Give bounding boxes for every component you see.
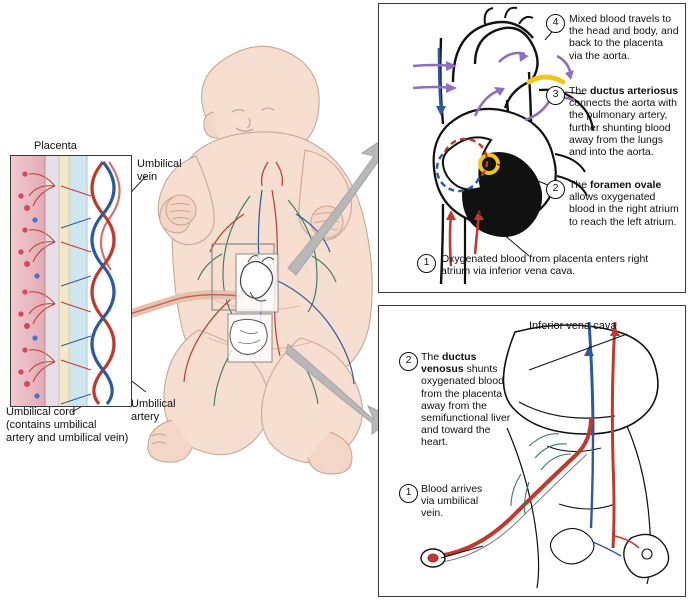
placenta-label: Placenta: [34, 140, 77, 152]
heart-callout-2-number: 2: [546, 180, 565, 199]
liver-callout-2-text: [421, 351, 513, 449]
callout-3-rest: connects the aorta with the pulmonary artery, further shunting blood away from the lungs and into the aorta.: [569, 97, 677, 159]
liver-callout-2-lead: The: [421, 351, 443, 363]
callout-2-lead: The: [569, 179, 591, 191]
umbilical-vein-label-line2: vein: [137, 171, 158, 183]
liver-callout-2-number: 2: [399, 352, 418, 371]
inferior-vena-cava-label: Inferior vena cava: [529, 320, 617, 332]
umbilical-artery-label-line2: artery: [131, 411, 160, 423]
placental-vessels: [11, 156, 131, 406]
umbilical-cord-label-line1: Umbilical cord: [6, 406, 76, 418]
umbilical-artery-label-line1: Umbilical: [131, 398, 176, 410]
heart-callout-4-text: Mixed blood travels to the head and body, and back to the placenta via the aorta.: [569, 13, 679, 62]
liver-callout-1-number: 1: [399, 484, 418, 503]
liver-callout-2-rest: shunts oxygenated blood from the placenta away from the semifunctional liver and toward the heart.: [421, 363, 511, 449]
liver-diagram: [379, 306, 685, 596]
heart-callout-2-text: [569, 179, 681, 228]
umbilical-vein-label-line1: Umbilical: [137, 158, 182, 170]
fetal-heart-panel: [378, 3, 686, 293]
liver-callout-1-text: Blood arrives via umbilical vein.: [421, 483, 483, 520]
heart-callout-3-number: 3: [546, 86, 565, 105]
heart-callout-1-text: Oxygenated blood from placenta enters right atrium via inferior vena cava.: [441, 253, 649, 278]
umbilical-cord-label-line3: artery and umbilical vein): [6, 432, 129, 444]
callout-2-rest: allows oxygenated blood in the right atrium to reach the left atrium.: [569, 191, 679, 228]
heart-callout-3-text: [569, 85, 681, 158]
heart-callout-1-number: 1: [417, 254, 436, 273]
umbilical-cord-label-line2: (contains umbilical: [6, 419, 97, 431]
callout-3-term: ductus arteriosus: [590, 85, 679, 97]
ductus-venosus-panel: [378, 305, 686, 597]
callout-2-term: foramen ovale: [590, 179, 662, 191]
heart-callout-4-number: 4: [546, 14, 565, 33]
liver-callout-2-term: ductus venosus: [421, 351, 477, 376]
placenta-panel: [10, 155, 132, 407]
callout-3-lead: The: [569, 85, 591, 97]
